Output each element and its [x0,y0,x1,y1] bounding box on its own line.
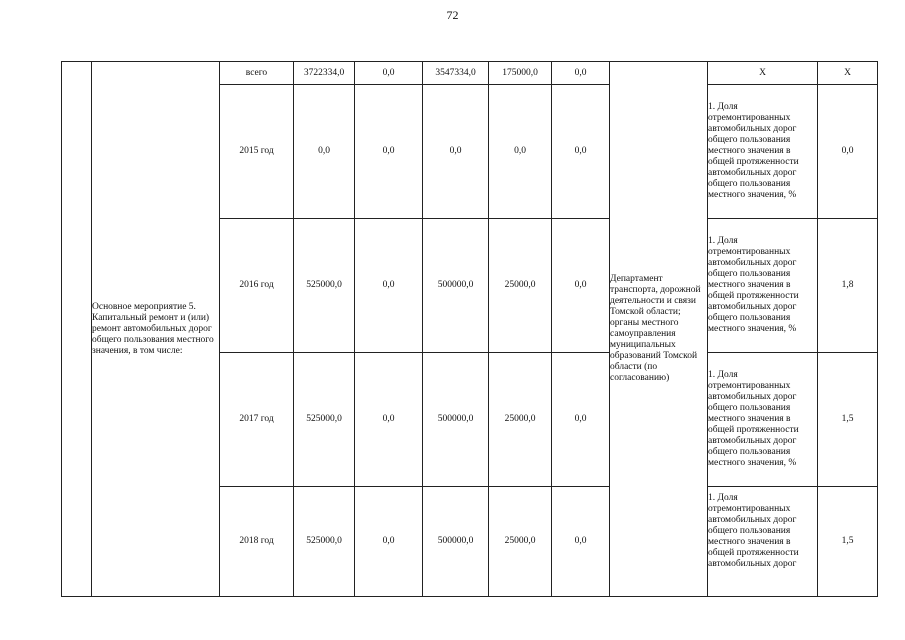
other-cell: 0,0 [552,487,610,597]
indicator-value-cell: 1,5 [818,487,878,597]
indicator-cell: 1. Доля отремонтированных автомобильных дорог общего пользования местного значения в общей протяженности автомобильных дорог общего пользования местного значения, % [708,85,818,219]
federal-cell: 0,0 [355,219,423,353]
regional-cell: 3547334,0 [423,62,489,85]
program-table [61,61,878,597]
row-number-cell [62,62,92,597]
period-cell: 2017 год [220,353,294,487]
indicator-value-cell: 1,5 [818,353,878,487]
responsible-executor: Департамент транспорта, дорожной деятельности и связи Томской области; органы местного самоуправления муниципальных образований Томской области (по согласованию) [610,62,708,597]
federal-cell: 0,0 [355,487,423,597]
indicator-value-cell: 0,0 [818,85,878,219]
other-cell: 0,0 [552,219,610,353]
federal-cell: 0,0 [355,62,423,85]
indicator-cell [708,487,818,597]
total-cell: 525000,0 [294,219,355,353]
regional-cell: 0,0 [423,85,489,219]
federal-cell: 0,0 [355,353,423,487]
indicator-text: 1. Доля отремонтированных автомобильных дорог общего пользования местного значения в общей протяженности автомобильных дорог [708,492,799,569]
indicator-cell: 1. Доля отремонтированных автомобильных дорог общего пользования местного значения в общей протяженности автомобильных дорог общего пользования местного значения, % [708,219,818,353]
period-cell: всего [220,62,294,85]
indicator-value-cell: 1,8 [818,219,878,353]
local-cell: 25000,0 [489,219,552,353]
period-cell: 2015 год [220,85,294,219]
table-row [62,62,878,85]
local-cell: 0,0 [489,85,552,219]
other-cell: 0,0 [552,85,610,219]
other-cell: 0,0 [552,62,610,85]
indicator-cell: Х [708,62,818,85]
regional-cell: 500000,0 [423,487,489,597]
local-cell: 175000,0 [489,62,552,85]
total-cell: 525000,0 [294,487,355,597]
indicator-value-cell: Х [818,62,878,85]
indicator-cell: 1. Доля отремонтированных автомобильных дорог общего пользования местного значения в общей протяженности автомобильных дорог общего пользования местного значения, % [708,353,818,487]
measure-title: Основное мероприятие 5. Капитальный ремонт и (или) ремонт автомобильных дорог общего пользования местного значения, в том числе: [92,62,220,597]
period-cell: 2016 год [220,219,294,353]
total-cell: 3722334,0 [294,62,355,85]
total-cell: 525000,0 [294,353,355,487]
other-cell: 0,0 [552,353,610,487]
page-number: 72 [446,8,459,22]
local-cell: 25000,0 [489,487,552,597]
regional-cell: 500000,0 [423,353,489,487]
total-cell: 0,0 [294,85,355,219]
period-cell: 2018 год [220,487,294,597]
local-cell: 25000,0 [489,353,552,487]
federal-cell: 0,0 [355,85,423,219]
regional-cell: 500000,0 [423,219,489,353]
